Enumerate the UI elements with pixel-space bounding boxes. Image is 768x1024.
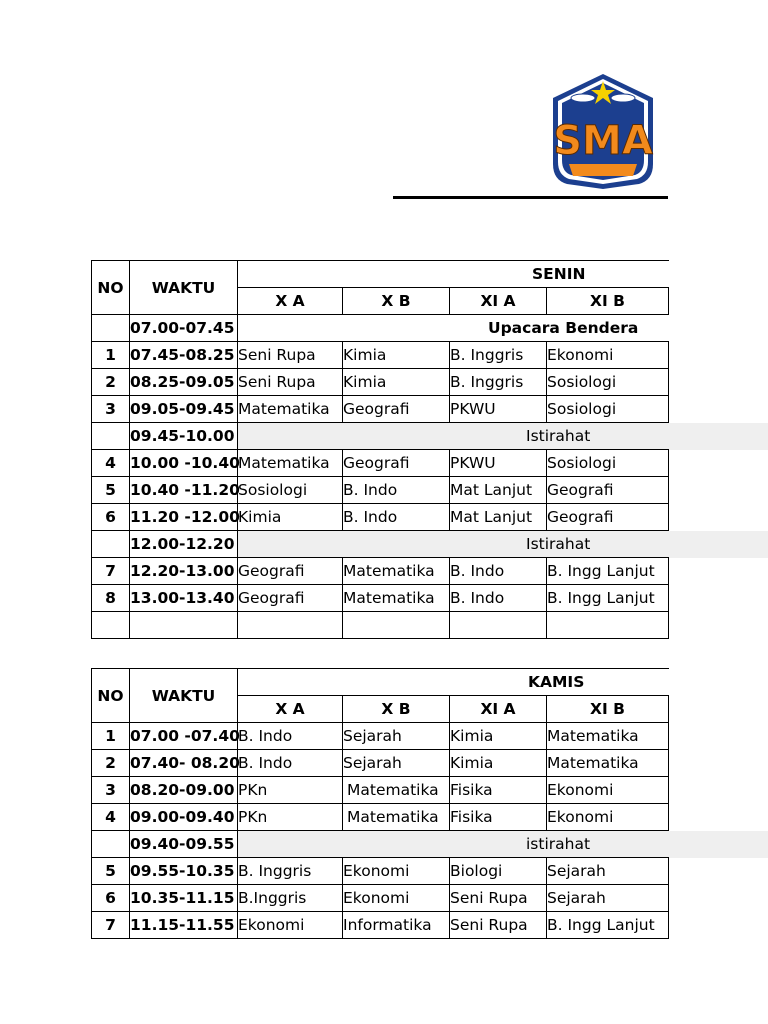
class-header-xb: X B (343, 696, 450, 723)
class-header-xib: XI B (547, 696, 669, 723)
time-slot: 10.40 -11.20 (130, 477, 238, 504)
subject-xa: Ekonomi (238, 912, 343, 939)
row-number: 8 (92, 585, 130, 612)
day-header-senin (238, 261, 669, 288)
subject-xa: Matematika (238, 450, 343, 477)
row-number (92, 612, 130, 639)
break-row (92, 423, 669, 450)
time-slot: 09.45-10.00 (130, 423, 238, 450)
time-slot: 09.05-09.45 (130, 396, 238, 423)
time-slot (130, 612, 238, 639)
row-number: 1 (92, 723, 130, 750)
time-slot: 09.00-09.40 (130, 804, 238, 831)
time-slot: 12.20-13.00 (130, 558, 238, 585)
row-number (92, 531, 130, 558)
subject-xib: Sosiologi (547, 450, 669, 477)
schedule-row (92, 504, 669, 531)
subject-xb: B. Indo (343, 477, 450, 504)
schedule-row (92, 612, 669, 639)
row-number: 4 (92, 450, 130, 477)
subject-xia: B. Indo (450, 585, 547, 612)
time-slot: 12.00-12.20 (130, 531, 238, 558)
time-slot: 07.45-08.25 (130, 342, 238, 369)
subject-xia: PKWU (450, 396, 547, 423)
subject-xb: B. Indo (343, 504, 450, 531)
schedule-row (92, 396, 669, 423)
subject-xa: Matematika (238, 396, 343, 423)
break-label: Istirahat (526, 427, 591, 445)
subject-xia: B. Inggris (450, 369, 547, 396)
row-number: 3 (92, 396, 130, 423)
ceremony-row (92, 315, 669, 342)
subject-xa: Kimia (238, 504, 343, 531)
subject-xb (343, 612, 450, 639)
subject-xb: Matematika (343, 558, 450, 585)
subject-xa: Geografi (238, 585, 343, 612)
subject-xa: PKn (238, 804, 343, 831)
row-number: 5 (92, 477, 130, 504)
class-header-xia: XI A (450, 696, 547, 723)
time-slot: 08.20-09.00 (130, 777, 238, 804)
senin-table (91, 260, 669, 639)
ceremony-cell (238, 315, 669, 342)
schedule-row (92, 777, 669, 804)
subject-xia (450, 612, 547, 639)
subject-xb: Informatika (343, 912, 450, 939)
subject-xa: Geografi (238, 558, 343, 585)
time-slot: 07.00 -07.40 (130, 723, 238, 750)
subject-xb: Sejarah (343, 750, 450, 777)
break-shading (669, 423, 768, 450)
subject-xib: Geografi (547, 477, 669, 504)
subject-xa: Sosiologi (238, 477, 343, 504)
row-number: 1 (92, 342, 130, 369)
break-label: Istirahat (526, 535, 591, 553)
subject-xib: Sejarah (547, 858, 669, 885)
break-row (92, 831, 669, 858)
subject-xia: Fisika (450, 804, 547, 831)
class-header-xa: X A (238, 696, 343, 723)
break-cell (238, 831, 669, 858)
subject-xa: B. Inggris (238, 858, 343, 885)
schedule-row (92, 342, 669, 369)
schedule-row (92, 558, 669, 585)
schedule-row (92, 477, 669, 504)
subject-xia: Mat Lanjut (450, 477, 547, 504)
header-rule (393, 196, 668, 199)
subject-xb: Matematika (343, 777, 450, 804)
subject-xib (547, 612, 669, 639)
class-header-xa: X A (238, 288, 343, 315)
time-slot: 10.00 -10.40 (130, 450, 238, 477)
row-number: 7 (92, 558, 130, 585)
subject-xia: Kimia (450, 750, 547, 777)
subject-xib: Matematika (547, 750, 669, 777)
subject-xib: Ekonomi (547, 342, 669, 369)
waktu-header: WAKTU (130, 669, 238, 723)
subject-xia: Seni Rupa (450, 912, 547, 939)
subject-xia: Fisika (450, 777, 547, 804)
schedule-row (92, 912, 669, 939)
subject-xb: Matematika (343, 804, 450, 831)
break-label: istirahat (526, 835, 591, 853)
subject-xb: Kimia (343, 342, 450, 369)
row-number: 5 (92, 858, 130, 885)
subject-xb: Ekonomi (343, 885, 450, 912)
break-cell (238, 531, 669, 558)
day-header-kamis (238, 669, 669, 696)
time-slot: 09.55-10.35 (130, 858, 238, 885)
logo-letters: SMA (553, 118, 653, 164)
break-shading (669, 531, 768, 558)
break-cell (238, 423, 669, 450)
subject-xb: Geografi (343, 450, 450, 477)
row-number (92, 315, 130, 342)
time-slot: 10.35-11.15 (130, 885, 238, 912)
time-slot: 07.40- 08.20 (130, 750, 238, 777)
row-number (92, 423, 130, 450)
break-shading (669, 831, 768, 858)
kamis-table (91, 668, 669, 939)
schedule-row (92, 450, 669, 477)
day-label: KAMIS (528, 673, 585, 691)
subject-xib: B. Ingg Lanjut (547, 585, 669, 612)
subject-xa (238, 612, 343, 639)
time-slot: 13.00-13.40 (130, 585, 238, 612)
ceremony-label: Upacara Bendera (488, 319, 639, 337)
row-number (92, 831, 130, 858)
row-number: 6 (92, 504, 130, 531)
row-number: 6 (92, 885, 130, 912)
subject-xib: Sosiologi (547, 369, 669, 396)
subject-xia: Biologi (450, 858, 547, 885)
schedule-row (92, 369, 669, 396)
subject-xia: B. Inggris (450, 342, 547, 369)
row-number: 2 (92, 369, 130, 396)
subject-xib: Sejarah (547, 885, 669, 912)
subject-xia: Mat Lanjut (450, 504, 547, 531)
schedule-row (92, 750, 669, 777)
subject-xib: B. Ingg Lanjut (547, 912, 669, 939)
time-slot: 11.15-11.55 (130, 912, 238, 939)
no-header: NO (92, 261, 130, 315)
subject-xia: Seni Rupa (450, 885, 547, 912)
subject-xb: Geografi (343, 396, 450, 423)
subject-xib: Ekonomi (547, 804, 669, 831)
subject-xib: Ekonomi (547, 777, 669, 804)
subject-xa: B. Indo (238, 723, 343, 750)
subject-xa: B.Inggris (238, 885, 343, 912)
subject-xb: Sejarah (343, 723, 450, 750)
subject-xib: Sosiologi (547, 396, 669, 423)
schedule-row (92, 723, 669, 750)
subject-xia: PKWU (450, 450, 547, 477)
subject-xib: Geografi (547, 504, 669, 531)
class-header-xb: X B (343, 288, 450, 315)
schedule-row (92, 585, 669, 612)
subject-xa: PKn (238, 777, 343, 804)
subject-xa: Seni Rupa (238, 369, 343, 396)
row-number: 2 (92, 750, 130, 777)
subject-xa: B. Indo (238, 750, 343, 777)
no-header: NO (92, 669, 130, 723)
schedule-row (92, 885, 669, 912)
time-slot: 07.00-07.45 (130, 315, 238, 342)
subject-xib: Matematika (547, 723, 669, 750)
time-slot: 11.20 -12.00 (130, 504, 238, 531)
subject-xa: Seni Rupa (238, 342, 343, 369)
subject-xb: Matematika (343, 585, 450, 612)
schedule-row (92, 804, 669, 831)
day-label: SENIN (532, 265, 586, 283)
class-header-xia: XI A (450, 288, 547, 315)
row-number: 3 (92, 777, 130, 804)
subject-xib: B. Ingg Lanjut (547, 558, 669, 585)
time-slot: 09.40-09.55 (130, 831, 238, 858)
row-number: 7 (92, 912, 130, 939)
schedule-row (92, 858, 669, 885)
school-logo-icon (549, 72, 657, 190)
time-slot: 08.25-09.05 (130, 369, 238, 396)
subject-xia: Kimia (450, 723, 547, 750)
waktu-header: WAKTU (130, 261, 238, 315)
subject-xb: Kimia (343, 369, 450, 396)
break-row (92, 531, 669, 558)
row-number: 4 (92, 804, 130, 831)
subject-xb: Ekonomi (343, 858, 450, 885)
subject-xia: B. Indo (450, 558, 547, 585)
class-header-xib: XI B (547, 288, 669, 315)
